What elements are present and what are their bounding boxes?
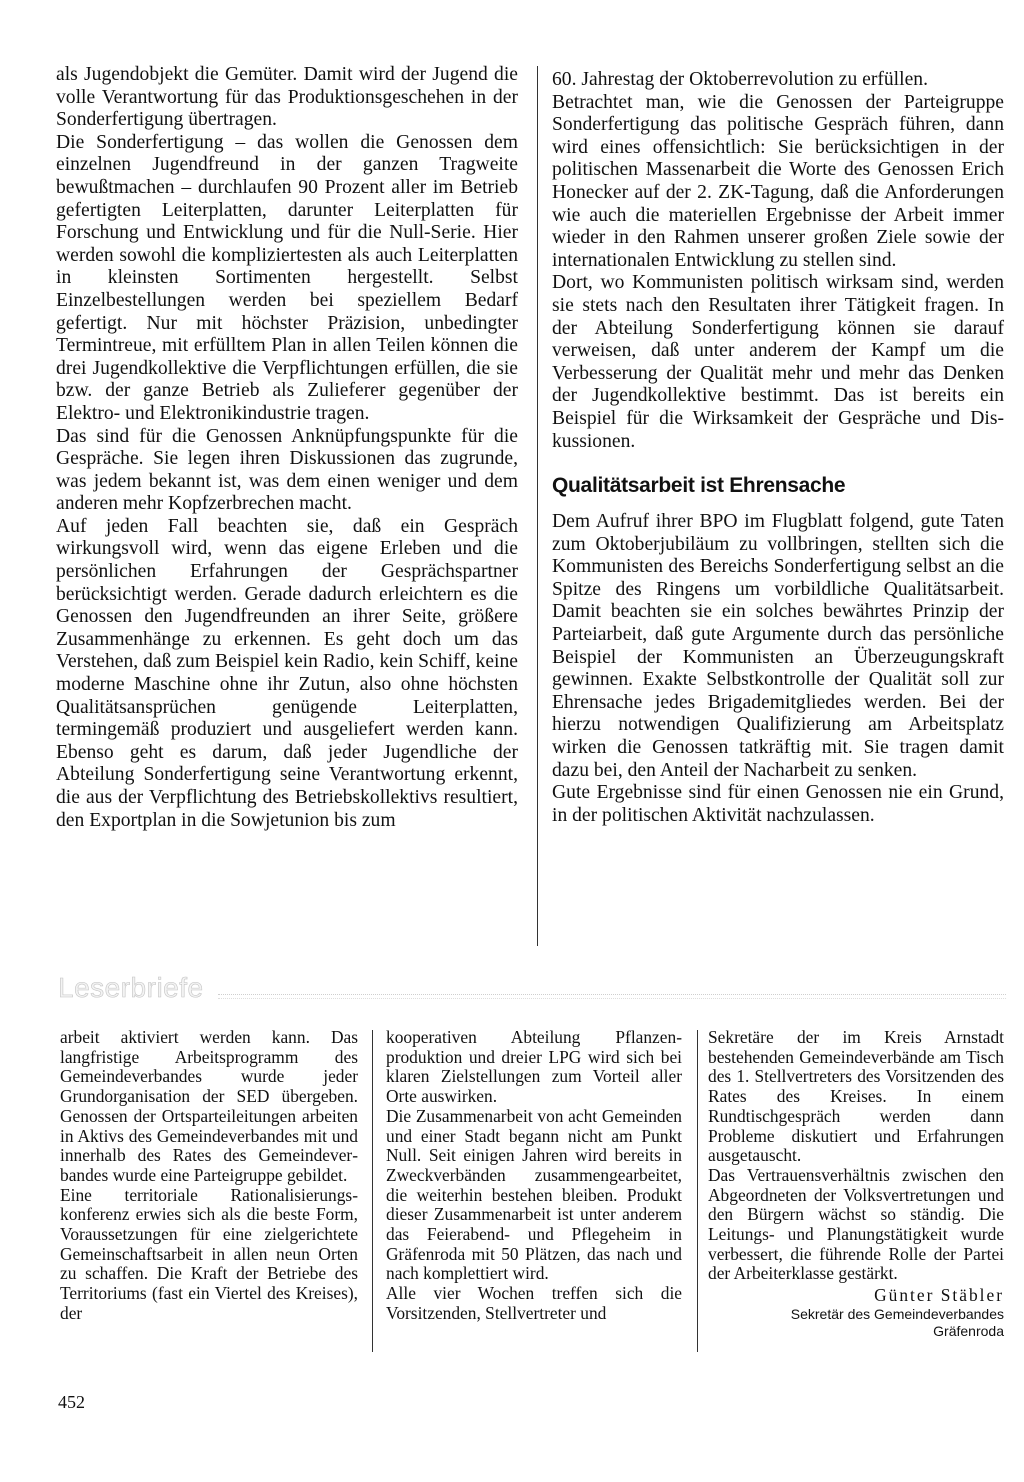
paragraph: Die Sonderfertigung – das wollen die Genossen dem einzelnen Jugendfreund in der ganzen Tragweite bewußtmachen – durchlaufen 90 Prozent aller im Betrieb gefertigten Leiterplatten, darunter Leiterplatten für Forschung und Entwicklung und für die Null-Serie. Hier werden sowohl die kompliziertesten als auch Leiterplatten in kleinsten Sortimenten hergestellt. Selbst Einzelbestellungen werden bei speziellem Bedarf gefertigt. Nur mit höchster Präzision, unbedingter Termintreue, mit erfülltem Plan in allen Teilen können die drei Jugendkollektive die Verpflichtungen erfüllen, die sie bzw. der ganze Betrieb als Zulieferer gegenüber der Elektro- und Elektronikindustrie tragen. (56, 131, 518, 424)
letters-column-1 (60, 1028, 358, 1324)
column-divider (697, 1030, 698, 1352)
paragraph: Gute Ergebnisse sind für einen Genossen nie ein Grund, in der politischen Aktivität nachzulassen. (552, 782, 1004, 826)
column-divider (537, 66, 538, 946)
paragraph: Sekretäre der im Kreis Arnstadt bestehenden Gemeindeverbände am Tisch des 1. Stellvertreters des Vorsitzenden des Rates des Kreises. In einem Rundtischgespräch werden dann Probleme diskutiert und Erfahrungen ausgetauscht. (708, 1027, 1004, 1166)
signature-place: Gräfenroda (933, 1322, 1004, 1339)
letters-column-3 (708, 1028, 1004, 1340)
paragraph: kooperativen Abteilung Pflanzenproduktion und dreier LPG wird sich bei klaren Zielstellungen zum Vorteil aller Orte auswirken. (386, 1027, 682, 1107)
section-band (58, 972, 1006, 1006)
signature-role: Sekretär des Gemeindeverbandes (790, 1305, 1004, 1322)
paragraph: arbeit aktiviert werden kann. Das langfristige Arbeitsprogramm des Gemeindeverbandes wurde jeder Grundorganisation der SED übergeben. Genossen der Ortsparteileitungen arbeiten in Aktivs des Gemeindeverbandes mit und innerhalb des Rates des Gemeindeverbandes wurde eine Parteigruppe gebildet. (60, 1027, 358, 1185)
paragraph: Auf jeden Fall beachten sie, daß ein Gespräch wirkungsvoll wird, wenn das eigene Erleben und die persönlichen Erfahrungen der Gesprächspartner berücksichtigt werden. Gerade dadurch erleichtern es die Genossen den Jugendfreunden an ihrer Seite, größere Zusammenhänge zu erkennen. Es geht doch um das Verstehen, daß zum Beispiel kein Radio, kein Schiff, keine moderne Maschine ohne ihr Zutun, also ohne höchsten Qualitätsansprüchen genügende Leiterplatten, termingemäß produziert und ausgeliefert werden kann. Ebenso geht es darum, daß jeder Jugendliche der Abteilung Sonderfertigung seine Verantwortung erkennt, die aus der Verpflichtung des Betriebskollektivs resultiert, den Exportplan in die Sowjetunion bis zum (56, 515, 518, 831)
letters-column-2 (386, 1028, 682, 1324)
paragraph: Alle vier Wochen treffen sich die Vorsitzenden, Stellvertreter und (386, 1283, 682, 1323)
paragraph: Eine territoriale Rationalisierungskonferenz erwies sich als die beste Form, Voraussetzungen für eine zielgerichtete Gemeinschaftsarbeit in allen neun Orten zu schaffen. Die Kraft der Betriebe des Territoriums (fast ein Viertel des Kreises), der (60, 1184, 358, 1323)
page-number: 452 (58, 1392, 85, 1412)
paragraph: als Jugendobjekt die Gemüter. Damit wird der Jugend die volle Verantwortung für das Produktionsgeschehen in der Sonderfertigung übertragen. (56, 64, 518, 131)
section-band-rule (218, 994, 1006, 999)
paragraph: Dort, wo Kommunisten politisch wirksam sind, werden sie stets nach den Resultaten ihrer Tätigkeit fragen. In der Abteilung Sonderfertigung können sie darauf verweisen, daß unter anderem der Kampf um die Verbesserung der Qualität mehr und mehr das Denken der Jugendkollektive bestimmt. Das ist bereits ein Beispiel für die Wirksamkeit der Gespräche und Diskussionen. (552, 272, 1004, 452)
section-band-title: Leserbriefe (58, 972, 204, 1003)
paragraph: Dem Aufruf ihrer BPO im Flugblatt folgend, gute Taten zum Oktoberjubiläum zu vollbringen, stellten sich die Kommunisten des Bereichs Sonderfertigung selbst an die Spitze des Ringens um vorbildliche Qualitätsarbeit. Damit beachten sie ein solches bewährtes Prinzip der Parteiarbeit, daß gute Argumente durch das persönliche Beispiel der Kommunisten an Überzeugungskraft gewinnen. Exakte Selbstkontrolle der Qualität soll zur Ehrensache jedes Brigademitgliedes werden. Bei der hierzu notwendigen Qualifizierung am Arbeitsplatz wirken die Genossen tatkräftig mit. Sie tragen damit dazu bei, den Anteil der Nacharbeit zu senken. (552, 511, 1004, 781)
signature-name: Günter Stäbler (874, 1285, 1004, 1306)
section-heading: Qualitätsarbeit ist Ehrensache (552, 474, 846, 498)
column-divider (372, 1030, 373, 1352)
article-column-right (552, 69, 1004, 827)
paragraph: Die Zusammenarbeit von acht Gemeinden und einer Stadt begann nicht am Punkt Null. Seit einigen Jahren wird bereits in Zweckverbänden zusammengearbeitet, die weiterhin bestehen bleiben. Produkt dieser Zusammenarbeit ist unter anderem das Feierabend- und Pflegeheim in Gräfenroda mit 50 Plätzen, das nach und nach komplettiert wird. (386, 1105, 682, 1284)
paragraph: 60. Jahrestag der Oktoberrevolution zu erfüllen. (552, 69, 928, 90)
article-column-left (56, 64, 518, 832)
paragraph: Betrachtet man, wie die Genossen der Parteigruppe Sonderfertigung das politische Gespräch führen, dann wird eines offensichtlich: Sie berücksichtigen in der politischen Massenarbeit die Worte des Genossen Erich Honecker auf der 2. ZK-Tagung, daß die Anforderungen wie auch die materiellen Ergebnisse der Arbeit immer wieder in den Rahmen unserer großen Ziele sowie der internationalen Entwicklung zu stellen sind. (552, 91, 1004, 271)
paragraph: Das sind für die Genossen Anknüpfungspunkte für die Gespräche. Sie legen ihren Diskussionen das zugrunde, was jedem bekannt ist, was dem einen weniger und dem anderen mehr Kopfzerbrechen macht. (56, 425, 518, 515)
paragraph: Das Vertrauensverhältnis zwischen den Abgeordneten der Volksvertretungen und den Bürgern wächst so ständig. Die Leitungs- und Planungstätigkeit wurde verbessert, die führende Rolle der Partei der Arbeiterklasse gestärkt. (708, 1164, 1004, 1284)
